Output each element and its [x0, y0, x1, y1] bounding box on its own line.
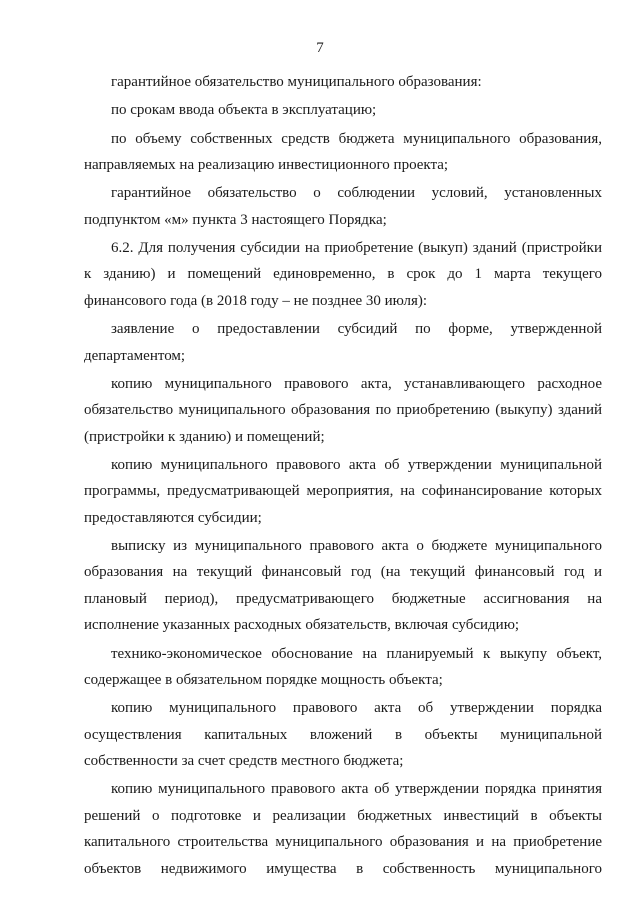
- paragraph: по срокам ввода объекта в эксплуатацию;: [111, 102, 377, 119]
- page-number: 7: [316, 40, 324, 56]
- paragraph: 6.2. Для получения субсидии на приобретение (выкуп) зданий (пристройки к зданию) и помещений единовременно, в срок до 1 марта текущего финансового года (в 2018 году – не позднее 30 июля):: [84, 240, 602, 309]
- paragraph: гарантийное обязательство о соблюдении условий, установленных подпунктом «м» пункта 3 настоящего Порядка;: [84, 185, 602, 228]
- paragraph: технико-экономическое обоснование на планируемый к выкупу объект, содержащее в обязательном порядке мощность объекта;: [84, 645, 602, 688]
- paragraph: копию муниципального правового акта об утверждении порядка осуществления капитальных вложений в объекты муниципальной собственности за счет средств местного бюджета;: [84, 700, 602, 770]
- paragraph: по объему собственных средств бюджета муниципального образования, направляемых на реализацию инвестиционного проекта;: [84, 130, 602, 173]
- paragraph: копию муниципального правового акта об утверждении порядка принятия решений о подготовке и реализации бюджетных инвестиций в объекты капитального строительства муниципального образования и на приобретение объектов недвижимого имущества в собственность муниципального: [84, 781, 602, 877]
- paragraph: заявление о предоставлении субсидий по форме, утвержденной департаментом;: [84, 321, 602, 364]
- document-body: [84, 69, 602, 884]
- paragraph: копию муниципального правового акта, устанавливающего расходное обязательство муниципального образования по приобретению (выкупу) зданий (пристройки к зданию) и помещений;: [84, 375, 602, 445]
- paragraph: гарантийное обязательство муниципального образования:: [111, 74, 482, 90]
- paragraph: копию муниципального правового акта об утверждении муниципальной программы, предусматривающей мероприятия, на софинансирование которых предоставляются субсидии;: [84, 456, 602, 526]
- paragraph: выписку из муниципального правового акта о бюджете муниципального образования на текущий финансовый год (на текущий финансовый год и плановый период), предусматривающего бюджетные ассигнования на исполнение указанных расходных обязательств, включая субсидию;: [84, 538, 602, 634]
